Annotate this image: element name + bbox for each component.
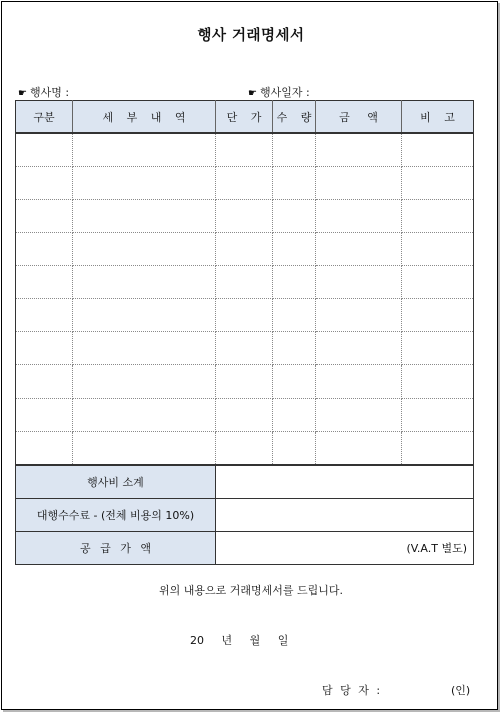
supply-value-row	[16, 531, 474, 564]
header-details: 세 부 내 역	[73, 101, 216, 134]
amount-cell[interactable]	[316, 332, 402, 365]
unit-price-cell[interactable]	[216, 398, 273, 431]
details-cell[interactable]	[73, 200, 216, 233]
quantity-cell[interactable]	[273, 200, 316, 233]
quantity-cell[interactable]	[273, 431, 316, 465]
quantity-cell[interactable]	[273, 299, 316, 332]
remarks-cell[interactable]	[402, 167, 474, 200]
details-cell[interactable]	[73, 299, 216, 332]
quantity-cell[interactable]	[273, 365, 316, 398]
manager-label: 담 당 자 :	[322, 684, 381, 697]
amount-cell[interactable]	[316, 200, 402, 233]
table-row	[16, 365, 474, 398]
remarks-cell[interactable]	[402, 398, 474, 431]
issue-date-line: 20 년 월 일	[190, 634, 289, 647]
remarks-cell[interactable]	[402, 332, 474, 365]
subtotal-row	[16, 465, 474, 499]
category-cell[interactable]	[16, 200, 73, 233]
remarks-cell[interactable]	[402, 431, 474, 465]
remarks-cell[interactable]	[402, 266, 474, 299]
event-name-field	[18, 84, 69, 100]
category-cell[interactable]	[16, 365, 73, 398]
unit-price-cell[interactable]	[216, 167, 273, 200]
unit-price-cell[interactable]	[216, 200, 273, 233]
amount-cell[interactable]	[316, 365, 402, 398]
table-row	[16, 398, 474, 431]
amount-cell[interactable]	[316, 133, 402, 167]
amount-cell[interactable]	[316, 266, 402, 299]
supply-value-label: 공 급 가 액	[16, 531, 216, 564]
supply-value-note: (V.A.T 별도)	[216, 531, 474, 564]
unit-price-cell[interactable]	[216, 133, 273, 167]
agency-fee-value	[216, 498, 474, 531]
table-row	[16, 266, 474, 299]
category-cell[interactable]	[16, 133, 73, 167]
header-unit-price: 단 가	[216, 101, 273, 134]
category-cell[interactable]	[16, 398, 73, 431]
amount-cell[interactable]	[316, 398, 402, 431]
table-row	[16, 133, 474, 167]
header-category: 구분	[16, 101, 73, 134]
details-cell[interactable]	[73, 233, 216, 266]
remarks-cell[interactable]	[402, 133, 474, 167]
unit-price-cell[interactable]	[216, 332, 273, 365]
category-cell[interactable]	[16, 266, 73, 299]
category-cell[interactable]	[16, 431, 73, 465]
details-cell[interactable]	[73, 167, 216, 200]
table-row	[16, 299, 474, 332]
table-row	[16, 167, 474, 200]
remarks-cell[interactable]	[402, 365, 474, 398]
event-name-label: 행사명 :	[29, 86, 70, 99]
unit-price-cell[interactable]	[216, 299, 273, 332]
pointing-hand-icon: ☛	[248, 88, 257, 99]
quantity-cell[interactable]	[273, 133, 316, 167]
agency-fee-row	[16, 498, 474, 531]
unit-price-cell[interactable]	[216, 266, 273, 299]
table-row	[16, 233, 474, 266]
header-remarks: 비 고	[402, 101, 474, 134]
quantity-cell[interactable]	[273, 332, 316, 365]
details-cell[interactable]	[73, 365, 216, 398]
pointing-hand-icon: ☛	[18, 88, 27, 99]
quantity-cell[interactable]	[273, 233, 316, 266]
remarks-cell[interactable]	[402, 200, 474, 233]
details-cell[interactable]	[73, 431, 216, 465]
event-date-label: 행사일자 :	[259, 86, 310, 99]
remarks-cell[interactable]	[402, 299, 474, 332]
table-row	[16, 200, 474, 233]
category-cell[interactable]	[16, 233, 73, 266]
category-cell[interactable]	[16, 167, 73, 200]
category-cell[interactable]	[16, 332, 73, 365]
quantity-cell[interactable]	[273, 266, 316, 299]
document-title: 행사 거래명세서	[197, 28, 305, 44]
table-row	[16, 431, 474, 465]
category-cell[interactable]	[16, 299, 73, 332]
header-amount: 금 액	[316, 101, 402, 134]
amount-cell[interactable]	[316, 233, 402, 266]
unit-price-cell[interactable]	[216, 233, 273, 266]
statement-table	[15, 100, 474, 565]
unit-price-cell[interactable]	[216, 431, 273, 465]
header-quantity: 수 량	[273, 101, 316, 134]
subtotal-value	[216, 465, 474, 499]
quantity-cell[interactable]	[273, 398, 316, 431]
table-header-row	[16, 101, 474, 134]
amount-cell[interactable]	[316, 431, 402, 465]
unit-price-cell[interactable]	[216, 365, 273, 398]
table-row	[16, 332, 474, 365]
details-cell[interactable]	[73, 332, 216, 365]
agency-fee-label: 대행수수료 - (전체 비용의 10%)	[16, 498, 216, 531]
event-date-field	[248, 84, 310, 100]
subtotal-label: 행사비 소계	[16, 465, 216, 499]
amount-cell[interactable]	[316, 299, 402, 332]
closing-statement: 위의 내용으로 거래명세서를 드립니다.	[158, 584, 343, 597]
details-cell[interactable]	[73, 266, 216, 299]
seal-mark: (인)	[451, 684, 471, 697]
quantity-cell[interactable]	[273, 167, 316, 200]
remarks-cell[interactable]	[402, 233, 474, 266]
details-cell[interactable]	[73, 133, 216, 167]
details-cell[interactable]	[73, 398, 216, 431]
amount-cell[interactable]	[316, 167, 402, 200]
